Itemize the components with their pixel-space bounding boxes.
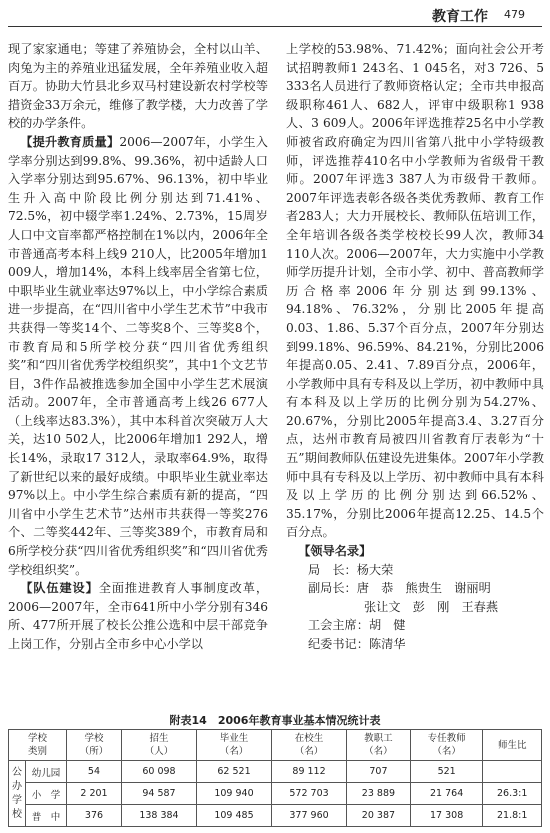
paragraph-continued: 现了家家通电；等建了养殖协会，全村以山羊、肉兔为主的养殖业迅猛发展，全年养殖业收入超百万。协助大竹县北乡双马村建设新农村学校等措资金33万余元，维修了教学楼，大力改善了学校的办学条件。 [8, 42, 268, 131]
leader-title: 局 长： [308, 562, 357, 577]
cell-graduates: 62 521 [196, 761, 271, 783]
table-row [9, 761, 542, 783]
cell-staff: 23 889 [347, 783, 411, 805]
paragraph-team-building [8, 579, 268, 653]
header-graduates [196, 730, 271, 761]
cell-teachers: 17 308 [410, 805, 483, 827]
cell-graduates: 109 940 [196, 783, 271, 805]
header-rule [8, 26, 542, 27]
header-enroll [121, 730, 196, 761]
table-row [9, 805, 542, 827]
right-column [286, 40, 544, 654]
cell-staff: 707 [347, 761, 411, 783]
table-caption: 附表14 2006年教育事业基本情况统计表 [169, 714, 381, 727]
page-number: 479 [504, 8, 525, 21]
header-staff-label: 教职工 （名） [364, 733, 393, 757]
leader-title: 纪委书记： [308, 637, 369, 651]
cell-enroll: 60 098 [121, 761, 196, 783]
header-schools [67, 730, 122, 761]
heading-leaders [286, 542, 544, 561]
cell-ratio: 21.8:1 [483, 805, 542, 827]
leader-names: 胡 健 [368, 618, 406, 633]
group-label [9, 761, 26, 827]
paragraph-education-quality [8, 133, 268, 579]
heading-team-building: 【队伍建设】 [20, 581, 99, 596]
leader-row [286, 635, 544, 654]
header-teachers-label: 专任教师 （名） [427, 733, 466, 757]
leader-row [286, 598, 544, 617]
header-ratio [483, 730, 542, 761]
table-row [9, 783, 542, 805]
header-schools-label: 学校 （所） [79, 733, 109, 757]
group-label-text: 公 办 学 校 [12, 766, 22, 820]
cell-type: 小 学 [26, 783, 67, 805]
text-education-quality: 2006—2007年，小学生入学率分别达到99.8%、99.36%，初中适龄人口入学率分别达到95.67%、96.13%，初中毕业生升入高中阶段比例分别达到71.41%、72.5%，初中辍学率1.24%、2.73%，15周岁人口中文盲率都严格控制在1%以内，2006年全市普通高考本科上线9 210人，比2005年增加1 009人，增加14%，本科上线率居全省第七位，中职毕业生就业率达97%以上，中小学综合素质进一步提高，在“四川省中小学生艺术节”中我市共获得一等奖14个、二等奖8个、三等奖8个，市教育局和5所学校分获“四川省优秀组织奖”和“四川省优秀学校组织奖”，其中1个文艺节目，3件作品被推选参加全国中小学生艺术展演活动。2007年，全市普通高考上线26 677人（上线率达83.3%），其中本科首次突破万人大关，达10 502人，比2006年增加1 292人，增长14%，录取17 312人，录取率64.9%，取得了新世纪以来的最好成绩。中职毕业生就业率达97%以上。中小学生综合素质有新的提高，“四川省中小学生艺术节”达州市共获得一等奖276个、二等奖442年、三等奖389个，市教育局和6所学校分获“四川省优秀组织奖”和“四川省优秀学校组织奖”。 [8, 134, 268, 577]
leader-row [286, 616, 544, 635]
statistics-table [8, 729, 542, 827]
cell-ratio: 26.3:1 [483, 783, 542, 805]
cell-enroll: 138 384 [121, 805, 196, 827]
header-students-label: 在校生 （名） [294, 733, 324, 757]
header-staff [347, 730, 411, 761]
cell-students: 89 112 [272, 761, 347, 783]
header-graduates-label: 毕业生 （名） [219, 733, 249, 757]
text-team-building: 全面推进教育人事制度改革，2006—2007年，全市641所中小学分别有346所、477所开展了校长公推公选和中层干部竞争上岗工作，分别占全市乡中心小学以 [8, 581, 269, 651]
table-header-row [9, 730, 542, 761]
page-header [0, 0, 550, 28]
leader-names: 陈清华 [368, 637, 406, 651]
leader-names: 张让文 彭 刚 王春燕 [364, 599, 499, 614]
header-category [9, 730, 67, 761]
cell-schools: 54 [67, 761, 122, 783]
heading-education-quality: 【提升教育质量】 [20, 134, 120, 149]
header-students [272, 730, 347, 761]
leader-row [286, 561, 544, 580]
leader-title: 副局长： [308, 581, 357, 596]
heading-leaders-text: 【领导名录】 [298, 544, 372, 559]
cell-teachers: 521 [410, 761, 483, 783]
cell-type: 幼儿园 [26, 761, 67, 783]
cell-students: 572 703 [272, 783, 347, 805]
section-title: 教育工作 [432, 9, 488, 25]
cell-graduates: 109 485 [196, 805, 271, 827]
cell-students: 377 960 [272, 805, 347, 827]
left-column [8, 40, 268, 654]
leader-title: 工会主席： [308, 618, 369, 633]
cell-type: 普 中 [26, 805, 67, 827]
leader-names: 唐 恭 熊贵生 谢丽明 [356, 581, 491, 596]
cell-teachers: 21 764 [410, 783, 483, 805]
cell-schools: 2 201 [67, 783, 122, 805]
leader-names: 杨大荣 [356, 562, 394, 577]
leader-list [286, 561, 544, 654]
cell-ratio [483, 761, 542, 783]
cell-staff: 20 387 [347, 805, 411, 827]
cell-schools: 376 [67, 805, 122, 827]
header-ratio-label: 师生比 [497, 739, 527, 751]
leader-row [286, 579, 544, 598]
paragraph-team-building-continued: 上学校的53.98%、71.42%；面向社会公开考试招聘教师1 243名、1 045名，对3 726、5 333名人员进行了教师资格认定；全市共申报高级职称461人、682人，评审中级职称1 938人、3 609人。2006年评选推荐25名中小学教师被省政府确定为四川省第八批中小学特级教师，评选推荐410名中小学教师为省级骨干教师。2007年评选3 387人为市级骨干教师。2007年评选表彰各级各类优秀教师、教育工作者283人；大力开展校长、教师队伍培训工作，全年培训各级各类学校校长99人次，教师34 110人次。2006—2007年，大力实施中小学教师学历提升计划，全市小学、初中、普高教师学历合格率2006年分别达到99.13%、94.18%、76.32%，分别比2005年提高0.03、1.86、5.37个百分点，2007年分别达到99.18%、96.59%、84.21%，分别比2006年提高0.05、2.41、7.89百分点，2006年，小学教师中具有专科及以上学历，初中教师中具有本科及以上学历的比例分别为54.27%、20.67%，分别比2005年提高3.4、3.27百分点，达州市教育局被四川省教育厅表彰为“十五”期间教师队伍建设先进集体。2007年小学教师中具有专科及以上学历、初中教师中具有本科及以上学历的比例分别达到66.52%、35.17%，分别比2006年提高12.25、14.5个百分点。 [286, 42, 544, 540]
header-category-label: 学校 类别 [27, 733, 47, 757]
cell-enroll: 94 587 [121, 783, 196, 805]
header-teachers [410, 730, 483, 761]
header-enroll-label: 招生 （人） [144, 733, 174, 757]
